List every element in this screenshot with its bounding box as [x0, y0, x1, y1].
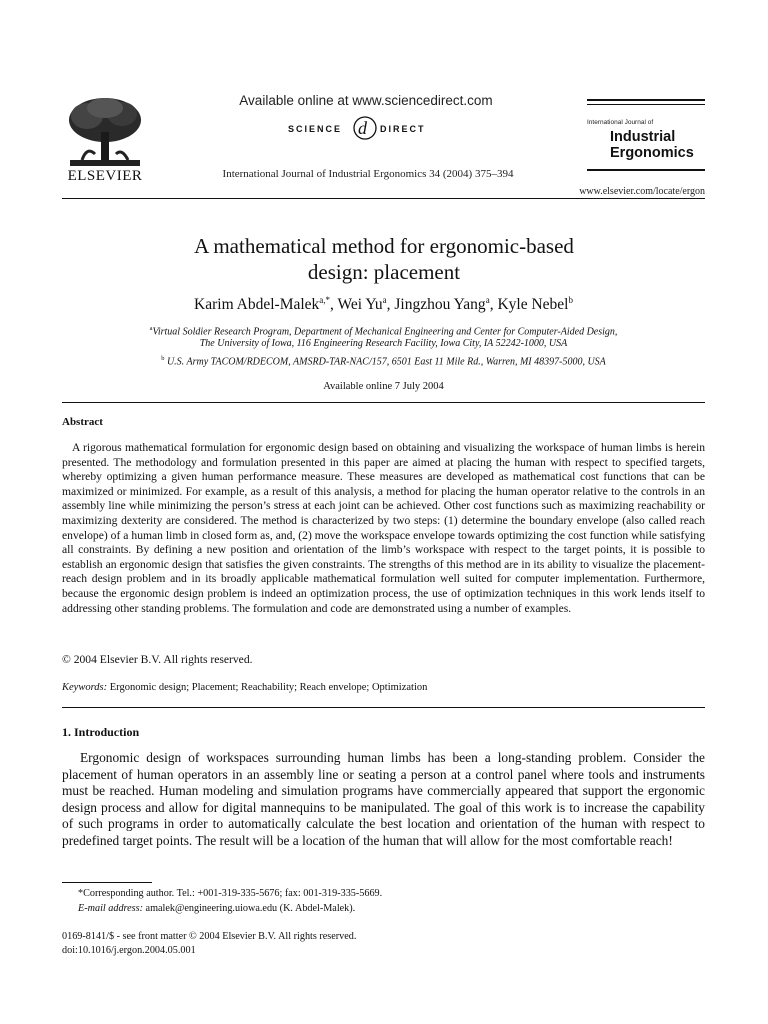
- affiliation-a-mark: a: [149, 325, 153, 332]
- keywords: [62, 682, 705, 693]
- author-affiliation-mark[interactable]: a,*: [319, 295, 331, 305]
- journal-name-line1: Industrial: [610, 129, 676, 145]
- doi[interactable]: doi:10.1016/j.ergon.2004.05.001: [62, 945, 196, 956]
- sciencedirect-right: DIRECT: [380, 124, 426, 134]
- sciencedirect-left: SCIENCE: [288, 124, 343, 134]
- paper-title: [100, 233, 668, 285]
- author-separator: ,: [386, 296, 395, 314]
- author-affiliation-mark[interactable]: b: [568, 295, 573, 305]
- email-footnote: [78, 903, 355, 914]
- issn-front-matter: 0169-8141/$ - see front matter © 2004 Elsevier B.V. All rights reserved.: [62, 931, 357, 942]
- keywords-list: Ergonomic design; Placement; Reachability; Reach envelope; Optimization: [109, 682, 428, 693]
- publisher-name: ELSEVIER: [67, 168, 143, 184]
- corresponding-author-footnote: *Corresponding author. Tel.: +001-319-335-5676; fax: 001-319-335-5669.: [78, 888, 383, 899]
- header-rule-thick: [587, 99, 705, 101]
- author-affiliation-mark[interactable]: a: [382, 295, 387, 305]
- affiliation-b: $^b$ U.S. Army TACOM/RDECOM, AMSRD-TAR-NAC/157, 6501 East 11 Mile Rd., Warren, MI 48397-5000, USA: [161, 355, 606, 368]
- author-name: Kyle Nebel: [497, 296, 569, 314]
- author-list: [62, 295, 705, 314]
- introduction-paragraph: Ergonomic design of workspaces surrounding human limbs has been a long-standing problem. Consider the placement of human operators in an assembly line or seating a person at a control panel where tools and instruments must be reached. Human modeling and simulation programs have commercially appeared that support the ergonomic design process and allow for digital mannequins to be manipulated. The goal of this work is to increase the capability of such programs in order to automatically calculate the best location and orientation of the human with respect to predefined target points. The result will be a location of the human that will allow for the most comfortable reach!: [62, 750, 705, 848]
- title-line-1: A mathematical method for ergonomic-based: [194, 234, 574, 258]
- abstract-heading: Abstract: [62, 416, 103, 428]
- author-name: Jingzhou Yang: [394, 296, 486, 314]
- title-line-2: design: placement: [307, 260, 461, 284]
- sciencedirect-logo: [288, 112, 448, 142]
- journal-small-label: International Journal of: [587, 119, 654, 126]
- available-online-date: Available online 7 July 2004: [323, 381, 444, 392]
- affiliation-a-line-1: $^a$Virtual Soldier Research Program, Department of Mechanical Engineering and Center for Computer-Aided Design,: [149, 325, 618, 338]
- section-heading-introduction: 1. Introduction: [62, 725, 140, 739]
- available-online-text[interactable]: Available online at www.sciencedirect.com: [239, 93, 493, 108]
- author-name: Karim Abdel-Malek: [194, 296, 320, 314]
- author-separator: ,: [489, 296, 498, 314]
- svg-text:d: d: [358, 118, 367, 138]
- email-label: E-mail address:: [78, 903, 143, 914]
- journal-box-rule: [587, 169, 705, 171]
- keywords-label: Keywords:: [62, 682, 108, 693]
- header-rule-thin: [587, 104, 705, 105]
- journal-reference: International Journal of Industrial Ergonomics 34 (2004) 375–394: [222, 168, 514, 180]
- header-divider: [62, 198, 705, 199]
- author-separator: ,: [330, 296, 338, 314]
- footnote-rule: [62, 882, 152, 883]
- author-affiliation-mark[interactable]: a: [485, 295, 490, 305]
- affiliation-b-mark: b: [161, 355, 165, 362]
- journal-name: [610, 129, 720, 161]
- abstract-copyright: © 2004 Elsevier B.V. All rights reserved.: [62, 653, 253, 666]
- email-address[interactable]: amalek@engineering.uiowa.edu (K. Abdel-Malek).: [145, 903, 356, 914]
- journal-website-link[interactable]: www.elsevier.com/locate/ergon: [579, 186, 705, 197]
- abstract-top-rule: [62, 402, 705, 403]
- journal-name-line2: Ergonomics: [610, 145, 694, 161]
- author-name: Wei Yu: [337, 296, 383, 314]
- affiliation-a-line-2: The University of Iowa, 116 Engineering Research Facility, Iowa City, IA 52242-1000, USA: [199, 338, 568, 349]
- abstract-bottom-rule: [62, 707, 705, 708]
- abstract-body: A rigorous mathematical formulation for ergonomic design based on obtaining and visualizing the workspace of human limbs is herein presented. The methodology and formulation presented in this paper are aimed at placing the human with respect to specified targets, whereby optimizing a given human performance measure. These measures are developed as mathematical cost functions that can be maximized or minimized. For example, as a result of this analysis, a method for placing the human operator relative to the controls in an assembly line while minimizing the person’s stress at each joint can be achieved. Other cost functions such as maximizing reachability or maximizing dexterity are considered. The method is characterized by two steps: (1) determine the boundary envelope (also called reach envelope) of a human limb in closed form as, and, (2) move the workspace envelope towards optimizing the cost function while satisfying all constraints. By defining a new position and orientation of the limb’s workspace with respect to the target points, it is possible to establish an ergonomic design that satisfies the given constraints. The strengths of this method are in its ability to visualize the placement-reach design problem and in its broadly applicable mathematical formulation well suited for computer implementation. Furthermore, because the ergonomic design problem is indeed an optimization process, the use of optimization techniques in this work lends itself to addressing other standing problems. The formulation and code are demonstrated using a number of examples.: [62, 441, 705, 615]
